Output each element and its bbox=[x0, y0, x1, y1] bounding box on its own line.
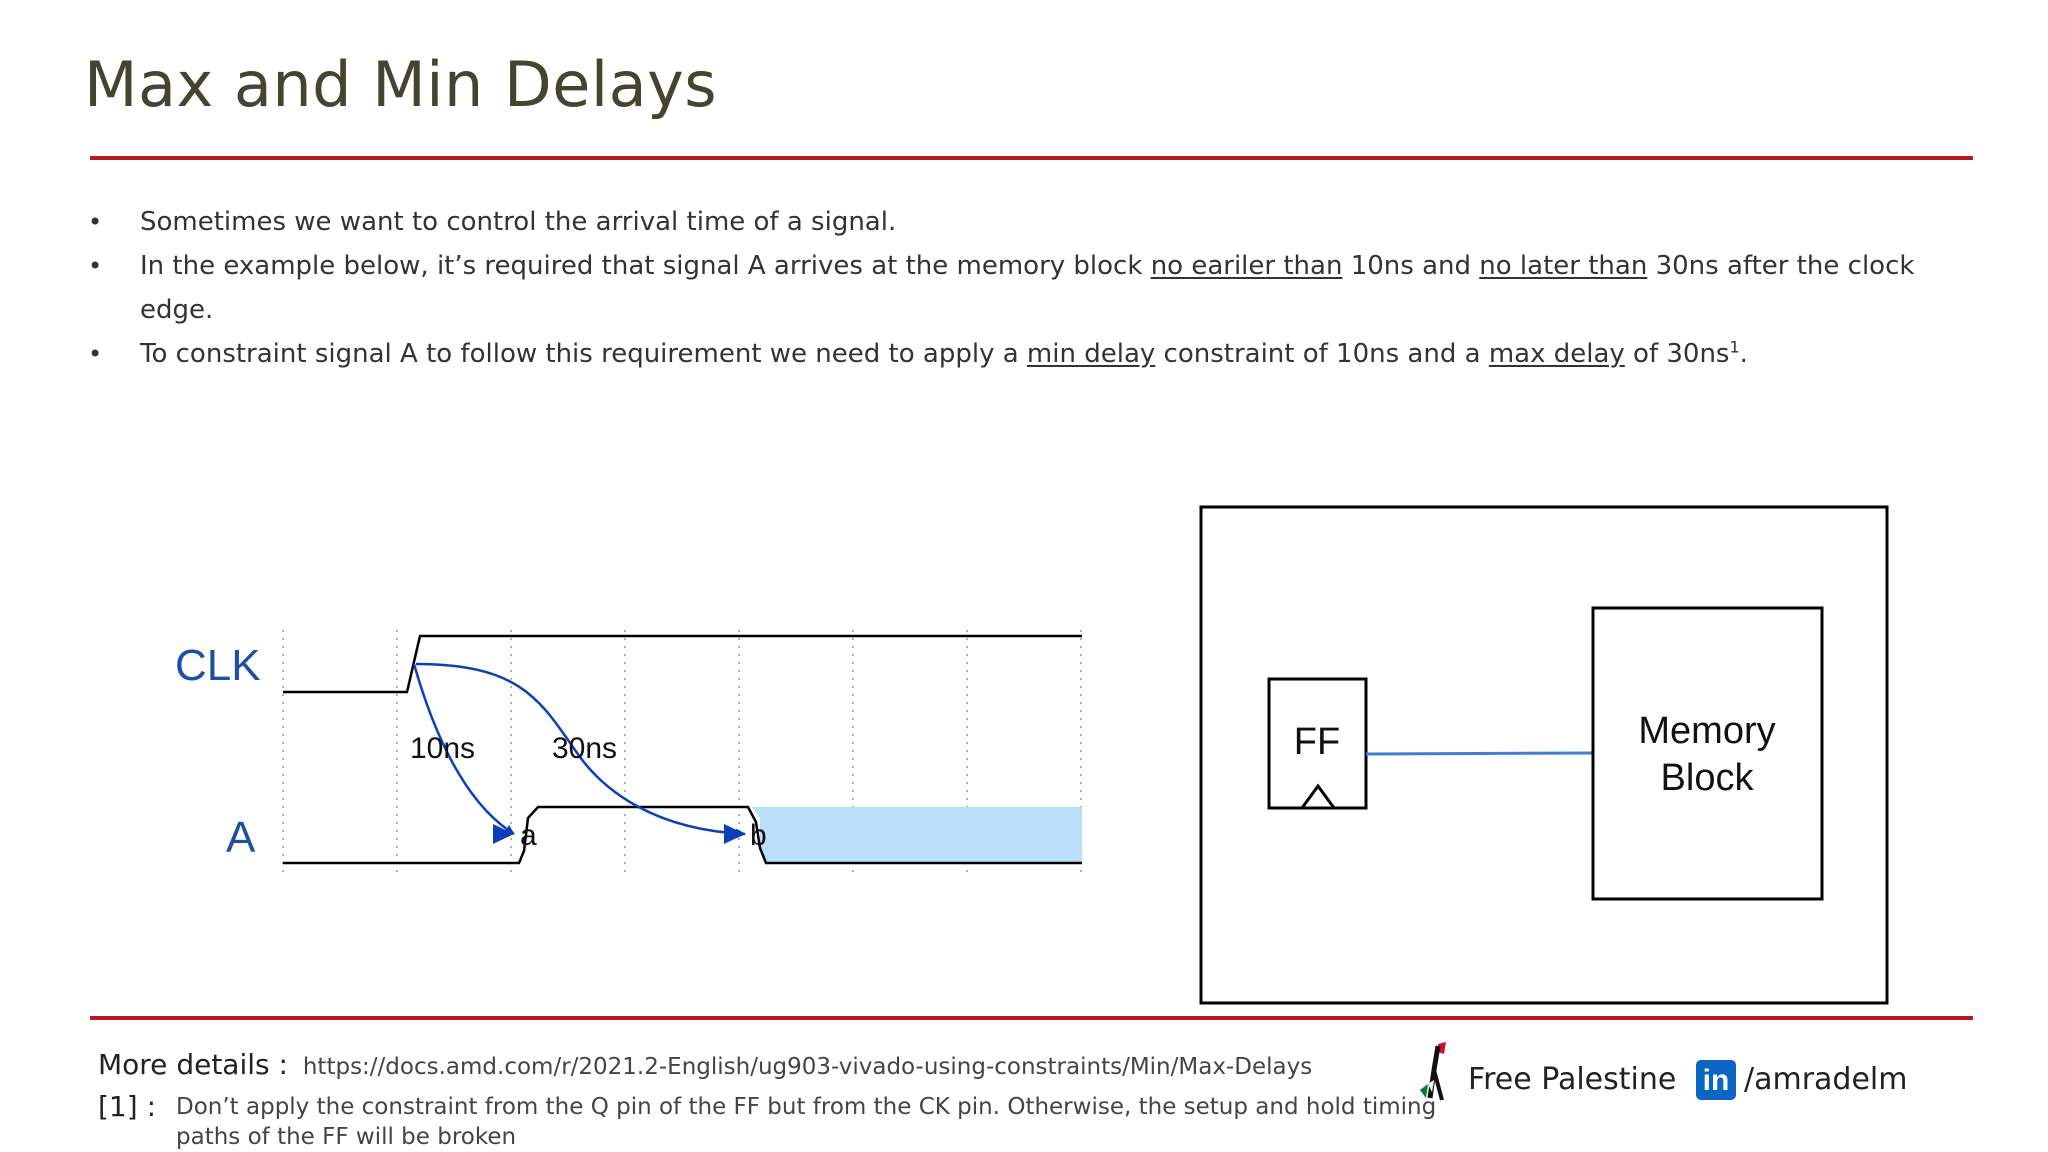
footnote-marker: [1] : bbox=[98, 1090, 156, 1123]
bullet-1-text: Sometimes we want to control the arrival time of a signal. bbox=[140, 207, 897, 237]
memory-label-line1: Memory bbox=[1638, 710, 1776, 752]
more-details bbox=[98, 1048, 1312, 1081]
max-delay-label: 30ns bbox=[552, 732, 618, 765]
bullet-3-text-mid: constraint of 10ns and a bbox=[1155, 339, 1489, 369]
linkedin-icon[interactable]: in bbox=[1696, 1060, 1736, 1100]
memory-block bbox=[1593, 608, 1822, 899]
arrowhead-b-icon bbox=[724, 824, 745, 844]
a-signal-label: A bbox=[226, 813, 256, 862]
bullet-2-underline-earlier: no eariler than bbox=[1150, 251, 1343, 281]
reference-link[interactable]: https://docs.amd.com/r/2021.2-English/ug903-vivado-using-constraints/Min/Max-Delays bbox=[302, 1054, 1313, 1080]
ff-to-memory-wire bbox=[1366, 753, 1593, 754]
more-details-label: More details bbox=[98, 1048, 270, 1081]
bullet-2-text-start: In the example below, it’s required that signal A arrives at the memory block bbox=[140, 251, 1151, 281]
a-unstable-region bbox=[752, 807, 1082, 863]
slide-title: Max and Min Delays bbox=[84, 48, 718, 121]
bullet-3-period: . bbox=[1739, 339, 1748, 369]
point-b-label: b bbox=[750, 819, 767, 852]
min-delay-label: 10ns bbox=[410, 732, 476, 765]
free-palestine-label: Free Palestine bbox=[1468, 1062, 1677, 1097]
clk-label: CLK bbox=[175, 641, 261, 690]
memory-label-line2: Block bbox=[1660, 757, 1754, 799]
palestine-flag-figure-icon bbox=[1408, 1040, 1456, 1104]
bullet-2-underline-later: no later than bbox=[1479, 251, 1648, 281]
bullet-3-underline-max-delay: max delay bbox=[1488, 339, 1625, 369]
point-a-label: a bbox=[520, 819, 537, 852]
ff-label: FF bbox=[1293, 721, 1341, 763]
clk-waveform bbox=[283, 636, 1082, 692]
footer-divider bbox=[90, 1016, 1973, 1020]
bullet-3-text-end: of 30ns bbox=[1624, 339, 1730, 369]
clock-triangle-icon bbox=[1302, 786, 1334, 808]
bullet-2-text-end: 30ns after the clock edge. bbox=[140, 251, 1915, 325]
bullet-2-text-mid: 10ns and bbox=[1342, 251, 1480, 281]
more-details-colon: : bbox=[278, 1048, 288, 1081]
bullet-3-underline-min-delay: min delay bbox=[1026, 339, 1156, 369]
linkedin-handle[interactable]: /amradelm bbox=[1744, 1062, 1908, 1097]
footnote-text: Don’t apply the constraint from the Q pin of the FF but from the CK pin. Otherwise, the setup and hold timing paths of the FF will be broken bbox=[176, 1094, 1437, 1150]
bullet-3-text-start: To constraint signal A to follow this requirement we need to apply a bbox=[140, 339, 1027, 369]
footnote-ref: 1 bbox=[1729, 337, 1740, 357]
